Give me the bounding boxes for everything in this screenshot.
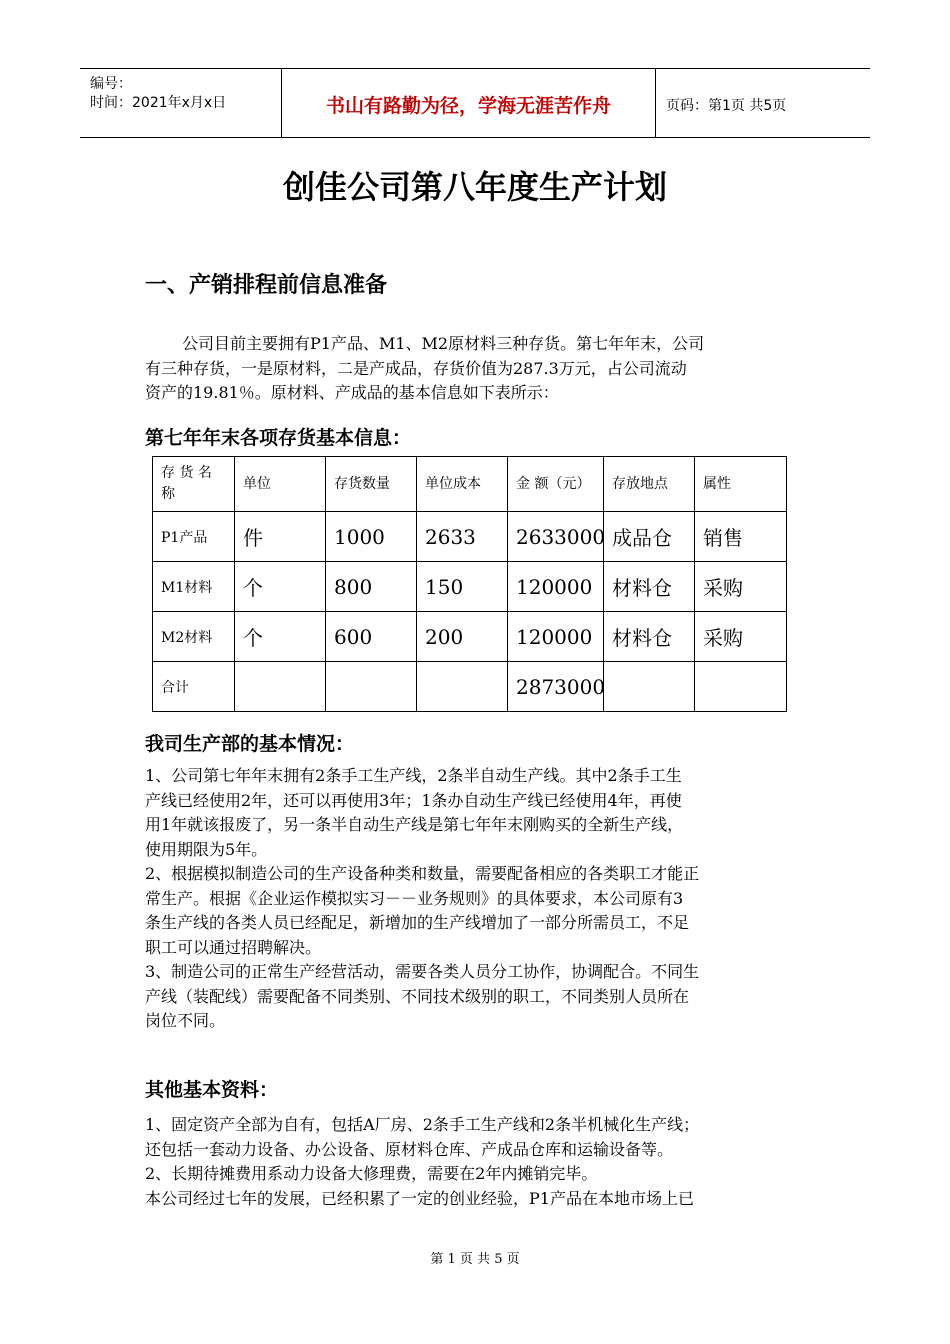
table-header-cell: 金 额（元） — [508, 457, 604, 512]
table-cell: P1产品 — [153, 512, 235, 562]
text-line: 1、固定资产全部为自有，包括A厂房、2条手工生产线和2条半机械化生产线； — [145, 1115, 700, 1134]
table-cell: 个 — [235, 562, 326, 612]
table-cell: 120000 — [508, 562, 604, 612]
text-line: 3、制造公司的正常生产经营活动，需要各类人员分工协作，协调配合。不同生 — [145, 962, 700, 981]
text-line: 产线（装配线）需要配备不同类别、不同技术级别的职工，不同类别人员所在 — [145, 986, 690, 1006]
table-cell: 成品仓 — [604, 512, 695, 562]
table-cell: M1材料 — [153, 562, 235, 612]
table-cell: 件 — [235, 512, 326, 562]
text-line: 常生产。根据《企业运作模拟实习－－业务规则》的具体要求，本公司原有3 — [145, 888, 684, 908]
table-cell: 1000 — [326, 512, 417, 562]
table-row — [153, 512, 787, 562]
table-cell: M2材料 — [153, 612, 235, 662]
production-paragraph — [145, 764, 805, 1034]
header-page-number: 页码：第1页 共5页 — [666, 98, 787, 114]
page-header — [80, 68, 870, 138]
text-line: 条生产线的各类人员已经配足，新增加的生产线增加了一部分所需员工，不足 — [145, 913, 690, 932]
table-header-cell: 单位 — [235, 457, 326, 512]
table-cell: 2873000 — [508, 662, 604, 712]
table-row — [153, 612, 787, 662]
table-cell: 200 — [417, 612, 508, 662]
section-heading: 一、产销排程前信息准备 — [145, 273, 388, 298]
text-line: 职工可以通过招聘解决。 — [145, 937, 322, 957]
table-header-cell: 存货数量 — [326, 457, 417, 512]
section-heading: 其他基本资料： — [145, 1079, 279, 1101]
doc-time: 时间：2021年x月x日 — [90, 95, 227, 111]
text-line: 有三种存货，一是原材料，二是产成品，存货价值为287.3万元，占公司流动 — [145, 358, 687, 378]
other-paragraph — [145, 1113, 805, 1211]
table-cell: 120000 — [508, 612, 604, 662]
text-line: 用1年就该报废了，另一条半自动生产线是第七年年末刚购买的全新生产线， — [145, 815, 684, 834]
doc-number: 编号： — [90, 76, 132, 92]
text-line: 公司目前主要拥有P1产品、M1、M2原材料三种存货。第七年年末，公司 — [182, 334, 705, 353]
table-caption: 第七年年末各项存货基本信息： — [145, 427, 412, 449]
table-header-cell: 存放地点 — [604, 457, 695, 512]
table-cell — [604, 662, 695, 712]
table-cell: 销售 — [695, 512, 787, 562]
table-cell: 合计 — [153, 662, 235, 712]
text-line: 资产的19.81％。原材料、产成品的基本信息如下表所示： — [145, 383, 559, 402]
document-title: 创佳公司第八年度生产计划 — [282, 168, 667, 206]
table-header-cell: 存 货 名 称 — [153, 457, 235, 512]
text-line: 岗位不同。 — [145, 1011, 226, 1030]
text-line: 还包括一套动力设备、办公设备、原材料仓库、产成品仓库和运输设备等。 — [145, 1139, 674, 1159]
table-cell — [695, 662, 787, 712]
table-cell — [326, 662, 417, 712]
table-cell: 个 — [235, 612, 326, 662]
table-header-row — [153, 457, 787, 512]
text-line: 使用期限为5年。 — [145, 839, 268, 859]
table-cell — [417, 662, 508, 712]
table-cell: 600 — [326, 612, 417, 662]
table-cell: 800 — [326, 562, 417, 612]
text-line: 本公司经过七年的发展，已经积累了一定的创业经验，P1产品在本地市场上已 — [145, 1188, 694, 1208]
table-cell: 采购 — [695, 562, 787, 612]
table-cell — [235, 662, 326, 712]
table-cell: 150 — [417, 562, 508, 612]
table-header-cell: 单位成本 — [417, 457, 508, 512]
table-total-row — [153, 662, 787, 712]
header-divider — [655, 69, 656, 137]
text-line: 1、公司第七年年末拥有2条手工生产线，2条半自动生产线。其中2条手工生 — [145, 766, 682, 785]
header-motto: 书山有路勤为径，学海无涯苦作舟 — [325, 95, 611, 117]
page-footer: 第 1 页 共 5 页 — [430, 1252, 520, 1267]
text-line: 产线已经使用2年，还可以再使用3年；1条办自动生产线已经使用4年，再使 — [145, 790, 682, 810]
section-heading: 我司生产部的基本情况： — [145, 733, 355, 755]
text-line: 2、根据模拟制造公司的生产设备种类和数量，需要配备相应的各类职工才能正 — [145, 864, 700, 883]
intro-paragraph — [145, 332, 805, 406]
table-cell: 材料仓 — [604, 562, 695, 612]
table-cell: 材料仓 — [604, 612, 695, 662]
table-header-cell: 属性 — [695, 457, 787, 512]
header-meta — [90, 75, 226, 113]
text-line: 2、长期待摊费用系动力设备大修理费，需要在2年内摊销完毕。 — [145, 1164, 598, 1183]
table-cell: 采购 — [695, 612, 787, 662]
table-cell: 2633000 — [508, 512, 604, 562]
table-row — [153, 562, 787, 612]
inventory-table — [152, 456, 787, 712]
table-cell: 2633 — [417, 512, 508, 562]
